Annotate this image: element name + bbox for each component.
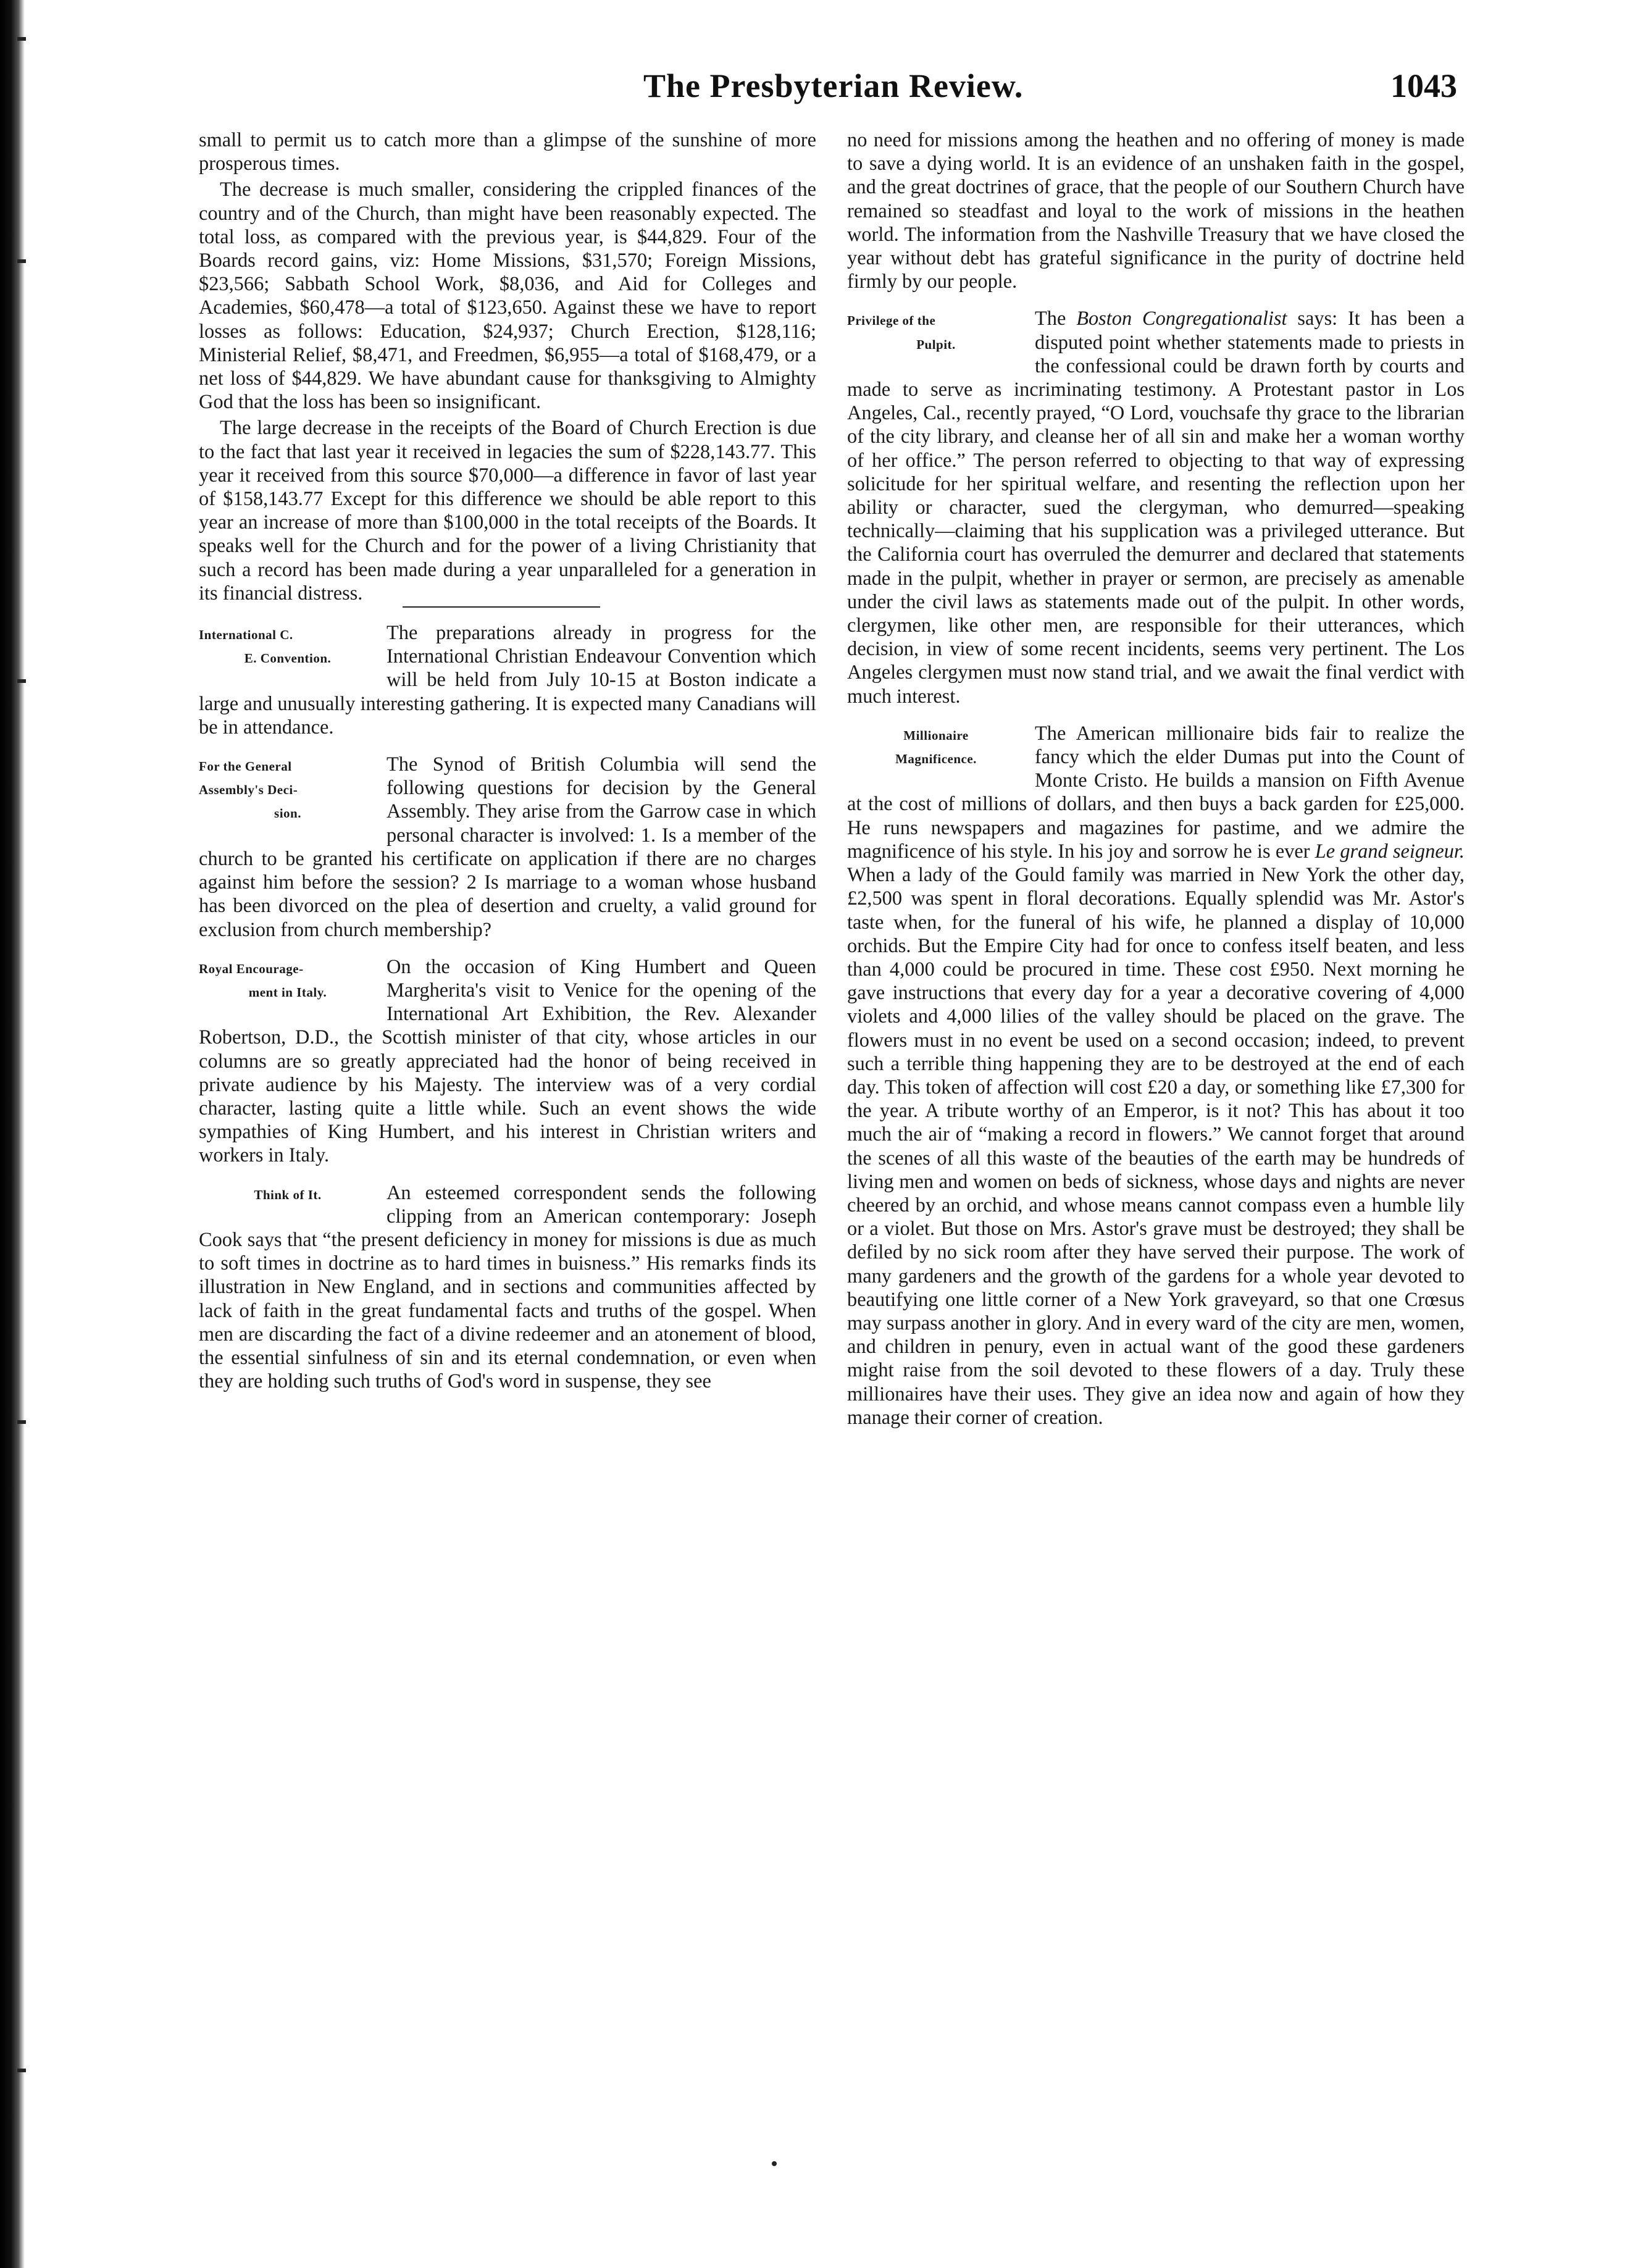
journal-title: The Presbyterian Review.: [643, 67, 1024, 104]
side-heading: [199, 957, 377, 1004]
article-international-convention: [199, 621, 816, 739]
side-heading-line: Royal Encourage-: [199, 961, 304, 976]
side-heading-line: Privilege of the: [847, 313, 936, 328]
right-column: [847, 128, 1465, 1429]
side-heading: [199, 623, 377, 670]
cited-publication: Boston Congregationalist: [1076, 308, 1287, 330]
print-speck: [772, 2161, 777, 2166]
side-heading-line: Magnificence.: [895, 751, 977, 767]
article-think-of-it: [199, 1181, 816, 1394]
article-text: The American millionaire bids fair to realize the fancy which the elder Dumas put into the Count of Monte Cristo. He builds a mansion on Fifth Avenue at the cost of millions of dollars, and then buys a back garden for £25,000. He runs newspapers and magazines for pastime, and we admire the magnificence of his style. In his joy and sorrow he is ever: [847, 722, 1465, 863]
page-binding-edge: [0, 0, 25, 2268]
article-text: says: It has been a disputed point whether statements made to priests in the confessional could be drawn forth by courts and made to serve as incriminating testimony. A Protestant pastor in Los Angeles, Cal., recently prayed, “O Lord, vouchsafe thy grace to the librarian of the city library, and cleanse her of all sin and make her a woman worthy of her office.” The person referred to objecting to that way of expressing solicitude for her spiritual welfare, and resenting the reflection upon her ability or character, sued the clergyman, who demurred—speaking technically—claiming that his supplication was a privileged utterance. But the California court has overruled the demurrer and declared that statements made in the pulpit, whether in prayer or sermon, are precisely as amenable under the civil laws as statements made out of the pulpit. In other words, clergymen, like other men, are responsible for their utterances, which decision, in view of some recent incidents, seems very pertinent. The Los Angeles clergymen must now stand trial, and we await the final verdict with much interest.: [847, 308, 1465, 708]
binding-mark: [17, 2069, 26, 2072]
page-header: [617, 67, 1482, 110]
side-heading: [199, 1183, 377, 1207]
side-heading-line: For the General: [199, 759, 292, 774]
continued-paragraph: small to permit us to catch more than a glimpse of the sunshine of more prosperous times.: [199, 129, 816, 175]
side-heading-line: sion.: [274, 806, 301, 821]
article-millionaire-magnificence: [847, 722, 1465, 1429]
article-text: When a lady of the Gould family was married in New York the other day, £2,500 was spent in floral decorations. Equally splendid was Mr. Astor's taste when, for the funeral of his wife, he planned a display of 10,000 orchids. But the Empire City had for once to confess itself beaten, and less than 4,000 could be procured in time. These cost £950. Next morning he gave instructions that every day for a year a decorative covering of 4,000 violets and 4,000 lilies of the valley should be placed on the grave. The flowers must in no event be used on a second occasion; indeed, to prevent such a terrible thing happening they are to be destroyed at the end of each day. This token of affection will cost £20 a day, or something like £7,300 for the year. A tribute worthy of an Emperor, is it not? This has about it too much the air of “making a record in flowers.” We cannot forget that around the scenes of all this waste of the beauties of the earth may be hundreds of living men and women on beds of sickness, whose days and nights are never cheered by an orchid, and whose means cannot compass even a humble lily or a violet. But those on Mrs. Astor's grave must be destroyed; they shall be defiled by no sick room after they have served their purpose. The work of many gardeners and the growth of the gardens for a whole year devoted to beautifying one little corner of a New York graveyard, so that one Crœsus may surpass another in glory. And in every ward of the city are men, women, and children in penury, even in actual want of the good these gardeners might raise from the soil devoted to these flowers of a day. Truly these millionaires have their uses. They give an idea now and again of how they manage their corner of creation.: [847, 864, 1465, 1429]
side-heading: [847, 724, 1025, 771]
article-text: An esteemed correspondent sends the following clipping from an American contemporary: Joseph Cook says that “the present deficiency in money for missions is due as much to soft times in doctrine as to hard times in buisness.” His remarks finds its illustration in New England, and in sections and communities affected by lack of faith in the great fundamental facts and truths of the gospel. When men are discarding the fact of a divine redeemer and an atonement of blood, the essential sinfulness of sin and its eternal condemnation, or even when they are holding such truths of God's word in suspense, they see: [199, 1181, 816, 1393]
article-royal-encouragement: [199, 955, 816, 1168]
side-heading: [847, 309, 1025, 356]
side-heading-line: Pulpit.: [916, 337, 956, 352]
left-column: [199, 128, 816, 1393]
church-erection-paragraph: The large decrease in the receipts of the Board of Church Erection is due to the fact that last year it received in legacies the sum of $228,143.77. This year it received from this source $70,000—a difference in favor of last year of $158,143.77 Except for this difference we should be able report to this year an increase of more than $100,000 in the total receipts of the Boards. It speaks well for the Church and for the power of a living Christianity that such a record has been made during a year unparalleled for a generation in its financial distress.: [199, 417, 816, 605]
binding-mark: [17, 679, 26, 683]
section-rule: [403, 606, 600, 608]
side-heading-line: ment in Italy.: [248, 984, 327, 1000]
article-text: The Synod of British Columbia will send the following questions for decision by the General Assembly. They arise from the Garrow case in which personal character is involved: 1. Is a member of the church to be granted his certificate on application if there are no charges against him before the session? 2 Is marriage to a woman whose husband has been divorced on the plea of desertion and cruelty, a valid ground for exclusion from church membership?: [199, 753, 816, 941]
page-number: 1043: [1390, 67, 1457, 104]
side-heading: [199, 755, 377, 826]
italic-phrase: Le grand seigneur.: [1314, 840, 1465, 863]
side-heading-line: Assembly's Deci-: [199, 782, 298, 798]
side-heading-line: International C.: [199, 627, 293, 643]
decrease-paragraph: The decrease is much smaller, considering the crippled finances of the country and of the Church, than might have been reasonably expected. The total loss, as compared with the previous year, is $44,829. Four of the Boards record gains, viz: Home Missions, $31,570; Foreign Missions, $23,566; Sabbath School Work, $8,036, and Aid for Colleges and Academies, $60,478—a total of $123,650. Against these we have to report losses as follows: Education, $24,937; Church Erection, $128,116; Ministerial Relief, $8,471, and Freedmen, $6,955—a total of $168,479, or a net loss of $44,829. We have abundant cause for thanksgiving to Almighty God that the loss has been so insignificant.: [199, 178, 816, 414]
article-general-assembly: [199, 753, 816, 942]
article-text: On the occasion of King Humbert and Queen Margherita's visit to Venice for the opening of the International Art Exhibition, the Rev. Alexander Robertson, D.D., the Scottish minister of that city, whose articles in our columns are so greatly appreciated had the honor of being received in private audience by his Majesty. The interview was of a very cordial character, lasting quite a little while. Such an event shows the wide sympathies of King Humbert, and his interest in Christian writers and workers in Italy.: [199, 955, 816, 1167]
side-heading-line: Think of It.: [254, 1187, 322, 1202]
continued-paragraph: no need for missions among the heathen and no offering of money is made to save a dying world. It is an evidence of an unshaken faith in the gospel, and the great doctrines of grace, that the people of our Southern Church have remained so steadfast and loyal to the work of missions in the heathen world. The information from the Nashville Treasury that we have closed the year without debt has grateful significance in the purity of doctrine held firmly by our people.: [847, 129, 1465, 293]
article-text-lead: The: [1035, 308, 1077, 330]
binding-mark: [17, 37, 26, 41]
article-text: The preparations already in progress for the International Christian Endeavour Convention which will be held from July 10-15 at Boston indicate a large and unusually interesting gathering. It is expected many Canadians will be in attendance.: [199, 622, 816, 739]
side-heading-line: Millionaire: [903, 727, 969, 743]
binding-mark: [17, 259, 26, 263]
side-heading-line: E. Convention.: [244, 651, 332, 666]
binding-mark: [17, 1420, 26, 1424]
article-privilege-of-pulpit: [847, 307, 1465, 708]
